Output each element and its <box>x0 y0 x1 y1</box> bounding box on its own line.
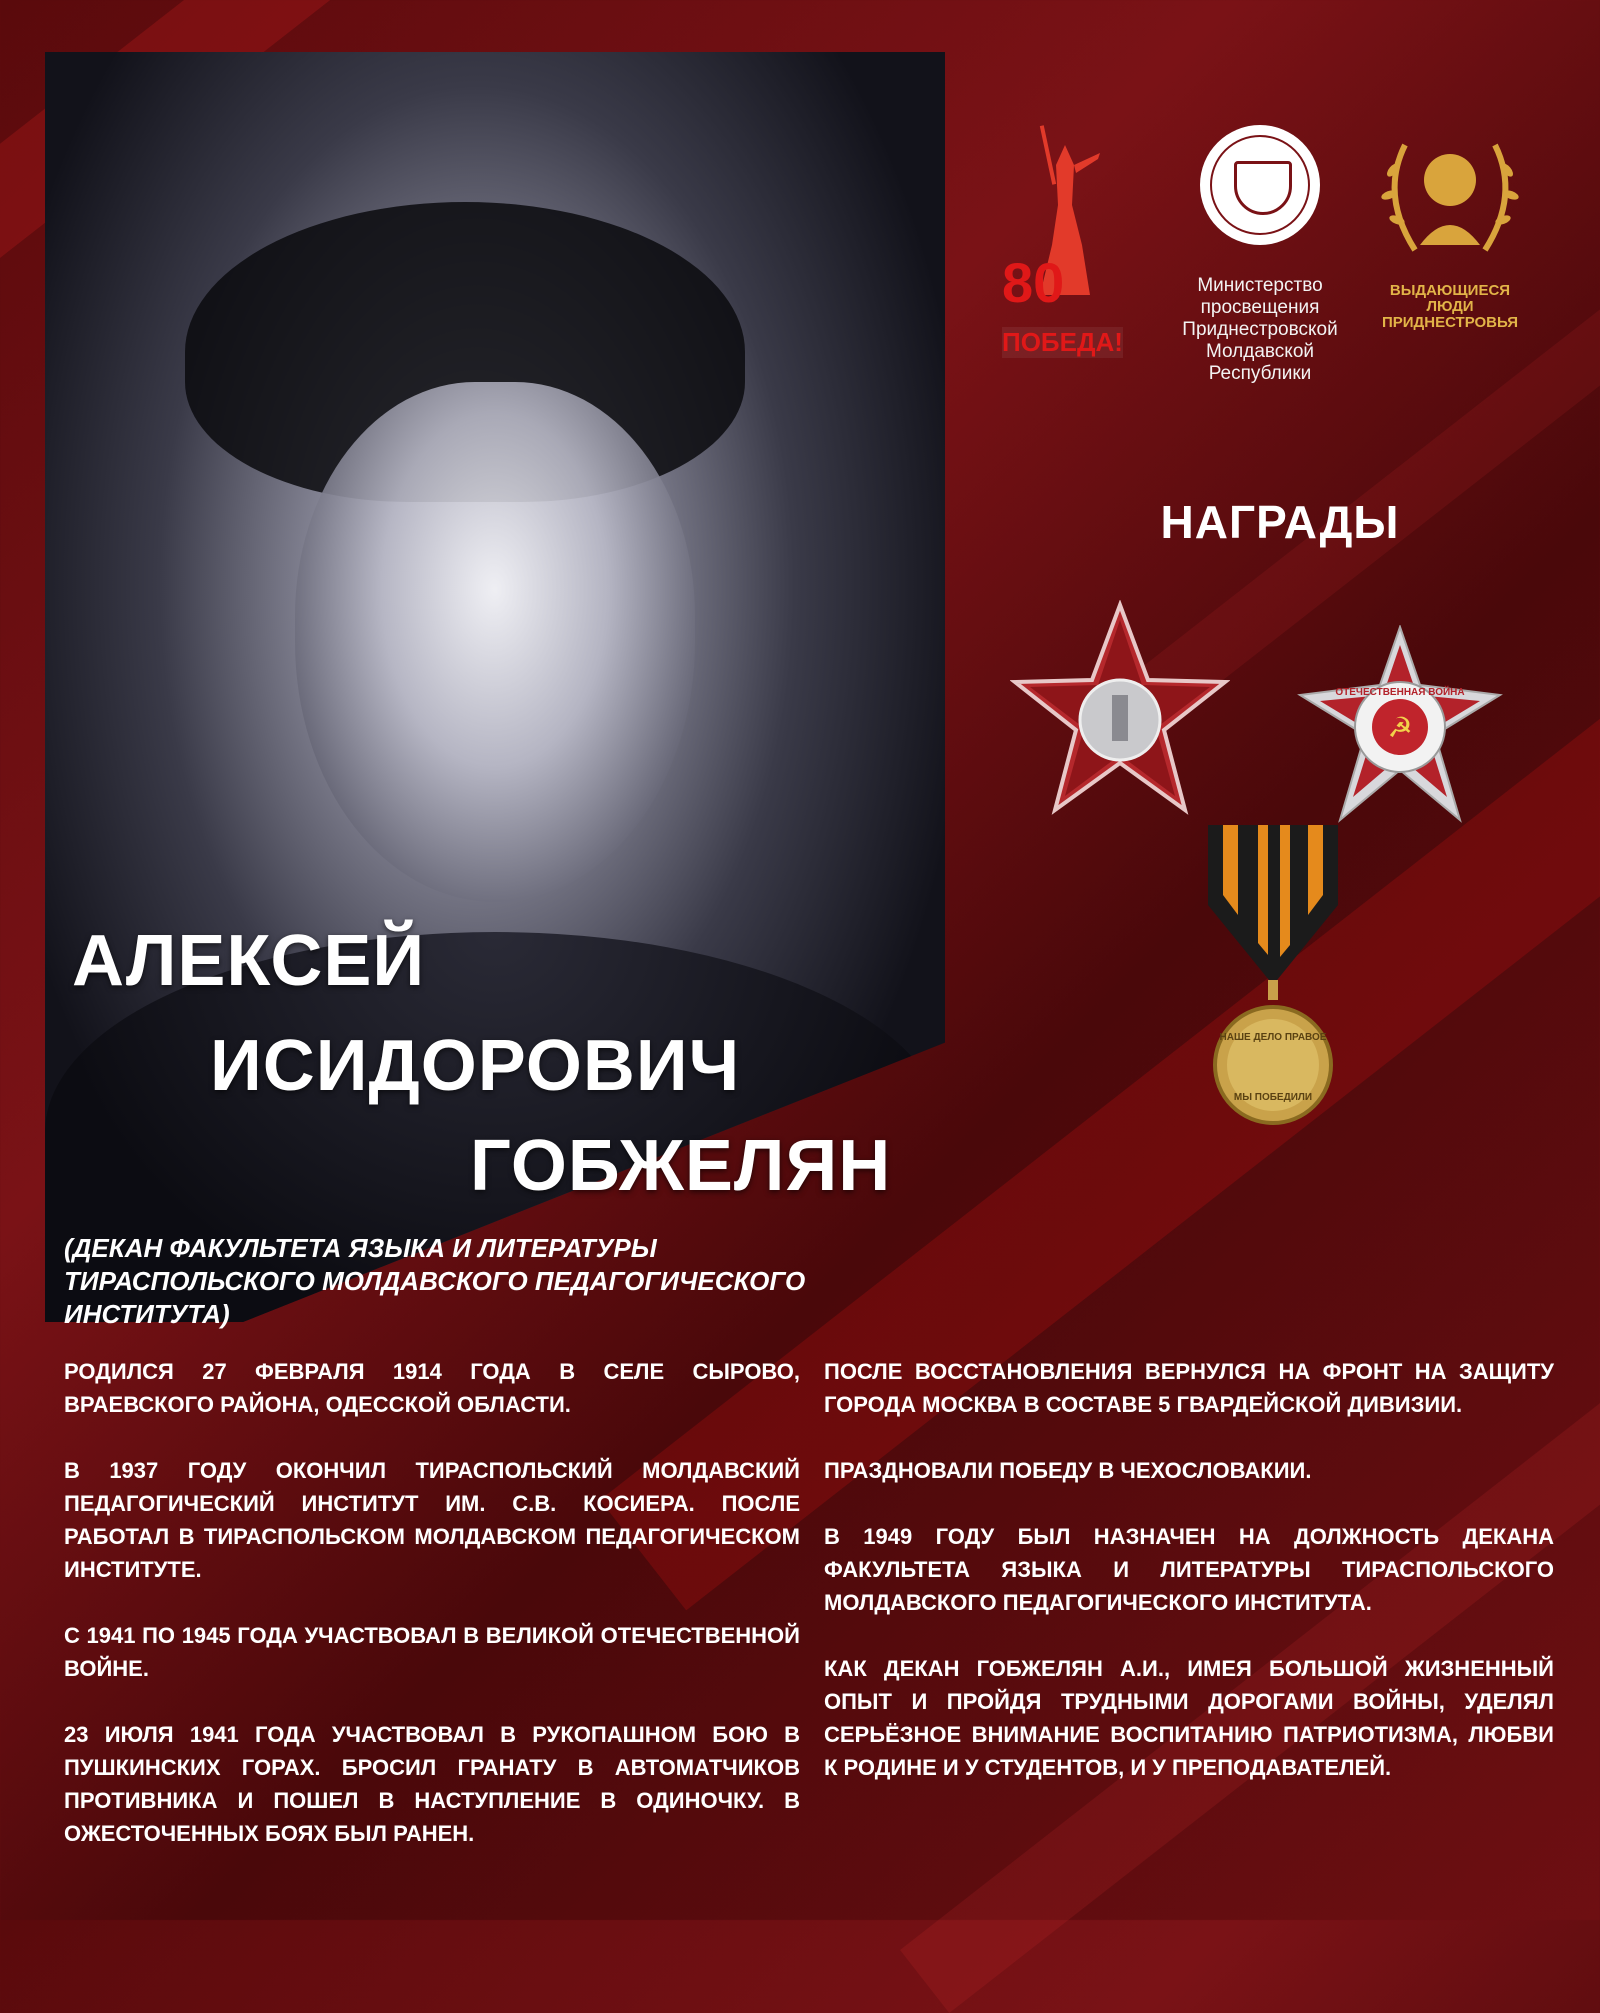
outstanding-line: ВЫДАЮЩИЕСЯ <box>1389 282 1511 299</box>
ministry-line: просвещения <box>1200 297 1320 318</box>
outstanding-line: ПРИДНЕСТРОВЬЯ <box>1381 314 1518 331</box>
bio-paragraph: В 1937 ГОДУ ОКОНЧИЛ ТИРАСПОЛЬСКИЙ МОЛДАВСКИЙ ПЕДАГОГИЧЕСКИЙ ИНСТИТУТ ИМ. С.В. КОСИЕРА. ПОСЛЕ РАБОТАЛ В ТИРАСПОЛЬСКОМ МОЛДАВСКОМ ПЕДАГОГИЧЕСКОМ ИНСТИТУТЕ. <box>64 1458 800 1582</box>
victory-80-logo <box>1000 115 1123 365</box>
first-name: АЛЕКСЕЙ <box>72 921 426 1001</box>
ministry-line: Приднестровской <box>1182 319 1338 340</box>
order-inscription: ОТЕЧЕСТВЕННАЯ ВОЙНА <box>1335 687 1465 698</box>
partner-logos <box>1000 115 1560 385</box>
outstanding-people-logo <box>1360 115 1540 375</box>
svg-text:☭: ☭ <box>1387 711 1413 744</box>
bio-paragraph: В 1949 ГОДУ БЫЛ НАЗНАЧЕН НА ДОЛЖНОСТЬ ДЕКАНА ФАКУЛЬТЕТА ЯЗЫКА И ЛИТЕРАТУРЫ ТИРАСПОЛЬСКОГО МОЛДАВСКОГО ПЕДАГОГИЧЕСКОГО ИНСТИТУТА. <box>824 1524 1554 1615</box>
bio-paragraph: КАК ДЕКАН ГОБЖЕЛЯН А.И., ИМЕЯ БОЛЬШОЙ ЖИЗНЕННЫЙ ОПЫТ И ПРОЙДЯ ТРУДНЫМИ ДОРОГАМИ ВОЙНЫ, УДЕЛЯЛ СЕРЬЁЗНОЕ ВНИМАНИЕ ВОСПИТАНИЮ ПАТРИОТИЗМА, ЛЮБВИ К РОДИНЕ И У СТУДЕНТОВ, И У ПРЕПОДАВАТЕЛЕЙ. <box>824 1656 1554 1780</box>
ministry-line: Республики <box>1208 363 1312 384</box>
victory-number: 80 <box>1002 251 1065 314</box>
bio-left-column <box>64 1355 800 1883</box>
victory-medal-icon <box>1188 825 1358 1145</box>
ministry-line: Молдавской <box>1205 341 1315 362</box>
patriotic-war-order-icon <box>1295 625 1505 825</box>
laurel-wreath-icon <box>1375 125 1525 265</box>
awards-title: НАГРАДЫ <box>1160 496 1400 548</box>
outstanding-line: ЛЮДИ <box>1426 298 1474 315</box>
ministry-logo <box>1160 115 1360 384</box>
bio-paragraph: 23 ИЮЛЯ 1941 ГОДА УЧАСТВОВАЛ В РУКОПАШНОМ БОЮ В ПУШКИНСКИХ ГОРАХ. БРОСИЛ ГРАНАТУ В АВТОМАТЧИКОВ ПРОТИВНИКА И ПОШЕЛ В НАСТУПЛЕНИЕ В ОДИНОЧКУ. В ОЖЕСТОЧЕННЫХ БОЯХ БЫЛ РАНЕН. <box>64 1722 800 1846</box>
bio-paragraph: ПРАЗДНОВАЛИ ПОБЕДУ В ЧЕХОСЛОВАКИИ. <box>824 1458 1312 1483</box>
red-star-order-icon <box>1010 600 1230 820</box>
medal-inscription-bottom: МЫ ПОБЕДИЛИ <box>1233 1092 1313 1103</box>
patronymic: ИСИДОРОВИЧ <box>210 1026 741 1106</box>
bio-paragraph: ПОСЛЕ ВОССТАНОВЛЕНИЯ ВЕРНУЛСЯ НА ФРОНТ НА ЗАЩИТУ ГОРОДА МОСКВА В СОСТАВЕ 5 ГВАРДЕЙСКОЙ ДИВИЗИИ. <box>824 1359 1554 1417</box>
bio-right-column <box>824 1355 1554 1817</box>
bio-paragraph: С 1941 ПО 1945 ГОДА УЧАСТВОВАЛ В ВЕЛИКОЙ ОТЕЧЕСТВЕННОЙ ВОЙНЕ. <box>64 1623 800 1681</box>
portrait-face <box>295 382 695 902</box>
role-caption: (ДЕКАН ФАКУЛЬТЕТА ЯЗЫКА И ЛИТЕРАТУРЫ ТИРАСПОЛЬСКОГО МОЛДАВСКОГО ПЕДАГОГИЧЕСКОГО ИНСТИТУТА) <box>64 1233 806 1329</box>
last-name: ГОБЖЕЛЯН <box>470 1126 892 1206</box>
medal-inscription-top: НАШЕ ДЕЛО ПРАВОЕ <box>1219 1032 1327 1043</box>
victory-text: ПОБЕДА! <box>1002 327 1123 357</box>
ministry-line: Министерство <box>1197 275 1323 296</box>
bio-paragraph: РОДИЛСЯ 27 ФЕВРАЛЯ 1914 ГОДА В СЕЛЕ СЫРОВО, ВРАЕВСКОГО РАЙОНА, ОДЕССКОЙ ОБЛАСТИ. <box>64 1359 800 1417</box>
ministry-seal-icon <box>1200 125 1320 245</box>
